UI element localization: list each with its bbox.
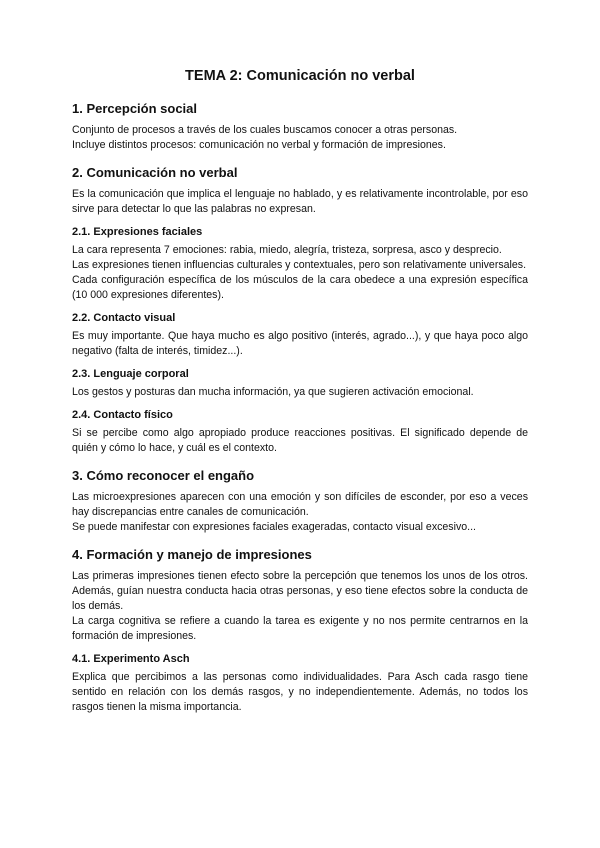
paragraph: Cada configuración específica de los músculos de la cara obedece a una expresión específica (10 000 expresiones diferentes). — [72, 274, 528, 301]
paragraph: Explica que percibimos a las personas como individualidades. Para Asch cada rasgo tiene sentido en relación con los demás rasgos, y no independientemente. Además, no todos los rasgos tienen la misma importancia. — [72, 671, 528, 713]
paragraph: Las primeras impresiones tienen efecto sobre la percepción que tenemos los unos de los otros. Además, guían nuestra conducta hacia otras personas, y eso tiene efectos sobre la conducta de los demás. — [72, 570, 528, 612]
subsection-heading: 4.1. Experimento Asch — [72, 653, 190, 665]
paragraph: Es la comunicación que implica el lenguaje no hablado, y es relativamente incontrolable, por eso sirve para detectar lo que las palabras no expresan. — [72, 188, 528, 215]
section-heading: 3. Cómo reconocer el engaño — [72, 468, 255, 483]
paragraph: Incluye distintos procesos: comunicación no verbal y formación de impresiones. — [72, 139, 446, 151]
document-title: TEMA 2: Comunicación no verbal — [185, 68, 415, 84]
paragraph: Si se percibe como algo apropiado produce reacciones positivas. El significado depende de quién y cómo lo hace, y cuál es el contexto. — [72, 427, 528, 454]
subsection-contacto-fisico — [72, 408, 528, 456]
paragraph: La carga cognitiva se refiere a cuando la tarea es exigente y no nos permite centrarnos en la formación de impresiones. — [72, 615, 528, 642]
paragraph: Se puede manifestar con expresiones faciales exageradas, contacto visual excesivo... — [72, 521, 476, 533]
section-comunicacion-no-verbal — [72, 164, 528, 456]
paragraph: Conjunto de procesos a través de los cuales buscamos conocer a otras personas. — [72, 124, 458, 136]
section-heading: 1. Percepción social — [72, 101, 198, 116]
paragraph: La cara representa 7 emociones: rabia, miedo, alegría, tristeza, sorpresa, asco y desprecio. — [72, 244, 502, 256]
subsection-experimento-asch — [72, 652, 528, 715]
section-heading: 2. Comunicación no verbal — [72, 165, 238, 180]
subsection-heading: 2.2. Contacto visual — [72, 312, 176, 324]
subsection-lenguaje-corporal — [72, 367, 528, 400]
paragraph: Los gestos y posturas dan mucha información, ya que sugieren activación emocional. — [72, 386, 474, 398]
paragraph: Las microexpresiones aparecen con una emoción y son difíciles de esconder, por eso a veces hay discrepancias entre canales de comunicación. — [72, 491, 528, 518]
section-formacion-impresiones — [72, 546, 528, 715]
section-heading: 4. Formación y manejo de impresiones — [72, 547, 312, 562]
subsection-heading: 2.3. Lenguaje corporal — [72, 368, 189, 380]
section-percepcion-social — [72, 100, 528, 153]
paragraph: Es muy importante. Que haya mucho es algo positivo (interés, agrado...), y que haya poco algo negativo (falta de interés, timidez...). — [72, 330, 528, 357]
paragraph: Las expresiones tienen influencias culturales y contextuales, pero son relativamente universales. — [72, 259, 527, 271]
subsection-contacto-visual — [72, 311, 528, 359]
document-page — [72, 66, 528, 726]
subsection-heading: 2.1. Expresiones faciales — [72, 226, 203, 238]
subsection-heading: 2.4. Contacto físico — [72, 409, 173, 421]
section-reconocer-engano — [72, 467, 528, 535]
subsection-expresiones-faciales — [72, 225, 528, 303]
